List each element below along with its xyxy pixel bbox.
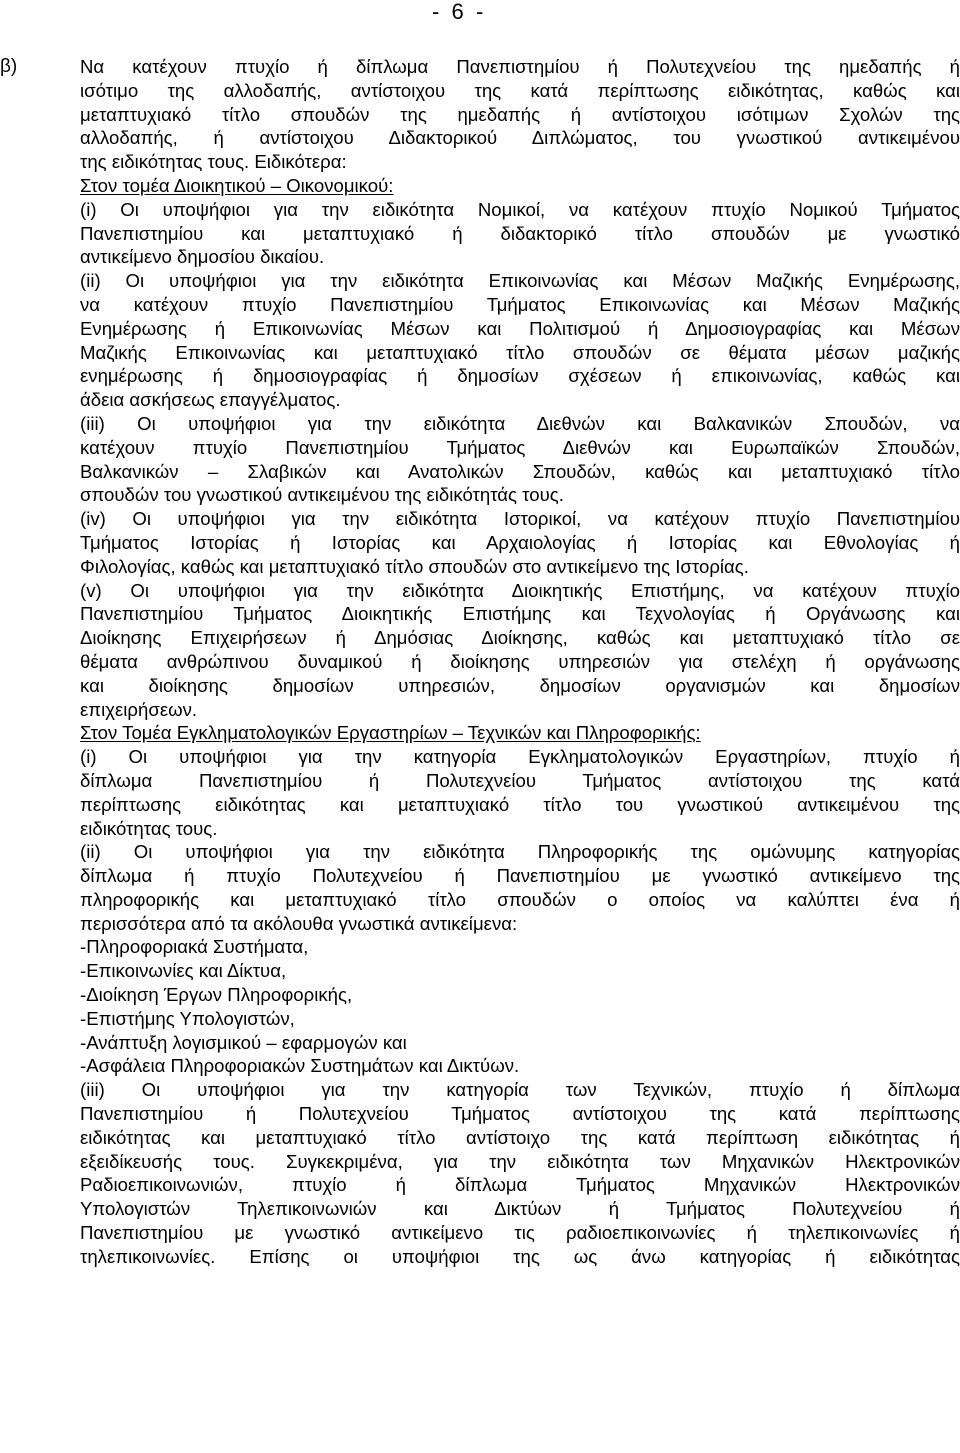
- section-heading: [80, 174, 960, 198]
- text-line: ειδικότητας και μεταπτυχιακό τίτλο αντίστοιχο της κατά περίπτωση ειδικότητας ή: [80, 1126, 960, 1148]
- text-line: Πανεπιστημίου και μεταπτυχιακό ή διδακτορικό τίτλο σπουδών με γνωστικό: [80, 222, 960, 244]
- text-line: ειδικότητας τους.: [80, 817, 218, 839]
- text-line: ισότιμο της αλλοδαπής, αντίστοιχου της κατά περίπτωσης ειδικότητας, καθώς και: [80, 79, 960, 101]
- text-line: Τμήματος Ιστορίας ή Ιστορίας και Αρχαιολογίας ή Ιστορίας και Εθνολογίας ή: [80, 531, 960, 553]
- text-line: (v) Οι υποψήφιοι για την ειδικότητα Διοικητικής Επιστήμης, να κατέχουν πτυχίο: [80, 579, 960, 601]
- section-heading: [80, 721, 960, 745]
- text-line: Ραδιοεπικοινωνιών, πτυχίο ή δίπλωμα Τμήματος Μηχανικών Ηλεκτρονικών: [80, 1174, 960, 1196]
- text-line: αντικείμενο δημοσίου δικαίου.: [80, 246, 325, 268]
- text-line: επιχειρήσεων.: [80, 698, 198, 720]
- text-line: -Διοίκηση Έργων Πληροφορικής,: [80, 984, 353, 1006]
- text-line: Διοίκησης Επιχειρήσεων ή Δημόσιας Διοίκησης, καθώς και μεταπτυχιακό τίτλο σε: [80, 627, 960, 649]
- text-line: (ii) Οι υποψήφιοι για την ειδικότητα Επικοινωνίας και Μέσων Μαζικής Ενημέρωσης,: [80, 270, 960, 292]
- text-line: Πανεπιστημίου ή Πολυτεχνείου Τμήματος αντίστοιχου της κατά περίπτωσης: [80, 1103, 960, 1125]
- text-line: άδεια ασκήσεως επαγγέλματος.: [80, 389, 341, 411]
- text-line: Βαλκανικών – Σλαβικών και Ανατολικών Σπουδών, καθώς και μεταπτυχιακό τίτλο: [80, 460, 960, 482]
- text-line: -Επικοινωνίες και Δίκτυα,: [80, 960, 287, 982]
- text-line: περισσότερα από τα ακόλουθα γνωστικά αντικείμενα:: [80, 912, 518, 934]
- text-line: Υπολογιστών Τηλεπικοινωνιών και Δικτύων ή Τμήματος Πολυτεχνείου ή: [80, 1198, 960, 1220]
- text-line: Ενημέρωσης ή Επικοινωνίας Μέσων και Πολιτισμού ή Δημοσιογραφίας και Μέσων: [80, 317, 960, 339]
- text-line: και διοίκησης δημοσίων υπηρεσιών, δημοσίων οργανισμών και δημοσίων: [80, 674, 960, 696]
- text-line: (iv) Οι υποψήφιοι για την ειδικότητα Ιστορικοί, να κατέχουν πτυχίο Πανεπιστημίου: [80, 508, 960, 530]
- text-line: δίπλωμα Πανεπιστημίου ή Πολυτεχνείου Τμήματος αντίστοιχου της κατά: [80, 769, 960, 791]
- text-line: Πανεπιστημίου με γνωστικό αντικείμενο τις ραδιοεπικοινωνίες ή τηλεπικοινωνίες ή: [80, 1222, 960, 1244]
- item-label: β): [0, 56, 18, 77]
- page-number: - 6 -: [432, 0, 484, 24]
- text-line: Μαζικής Επικοινωνίας και μεταπτυχιακό τίτλο σπουδών σε θέματα μέσων μαζικής: [80, 341, 960, 363]
- text-line: μεταπτυχιακό τίτλο σπουδών της ημεδαπής ή αντίστοιχου ισότιμων Σχολών της: [80, 103, 960, 125]
- text-line: κατέχουν πτυχίο Πανεπιστημίου Τμήματος Διεθνών και Ευρωπαϊκών Σπουδών,: [80, 436, 960, 458]
- text-line: δίπλωμα ή πτυχίο Πολυτεχνείου ή Πανεπιστημίου με γνωστικό αντικείμενο της: [80, 865, 960, 887]
- text-line: ενημέρωσης ή δημοσιογραφίας ή δημοσίων σχέσεων ή επικοινωνίας, καθώς και: [80, 365, 960, 387]
- text-line: -Ανάπτυξη λογισμικού – εφαρμογών και: [80, 1031, 407, 1053]
- section-heading-text: Στον τομέα Διοικητικού – Οικονομικού:: [80, 174, 394, 196]
- text-line: εξειδίκευσής τους. Συγκεκριμένα, για την ειδικότητα των Μηχανικών Ηλεκτρονικών: [80, 1150, 960, 1172]
- text-line: τηλεπικοινωνίες. Επίσης οι υποψήφιοι της ως άνω κατηγορίας ή ειδικότητας: [80, 1245, 960, 1267]
- text-line: Φιλολογίας, καθώς και μεταπτυχιακό τίτλο σπουδών στο αντικείμενο της Ιστορίας.: [80, 555, 749, 577]
- text-line: (iii) Οι υποψήφιοι για την ειδικότητα Διεθνών και Βαλκανικών Σπουδών, να: [80, 412, 960, 434]
- text-line: Να κατέχουν πτυχίο ή δίπλωμα Πανεπιστημίου ή Πολυτεχνείου της ημεδαπής ή: [80, 56, 960, 77]
- text-line: αλλοδαπής, ή αντίστοιχου Διδακτορικού Διπλώματος, του γνωστικού αντικειμένου: [80, 127, 960, 149]
- text-line: (i) Οι υποψήφιοι για την κατηγορία Εγκληματολογικών Εργαστηρίων, πτυχίο ή: [80, 746, 960, 768]
- text-line: περίπτωσης ειδικότητας και μεταπτυχιακό τίτλο του γνωστικού αντικειμένου της: [80, 793, 960, 815]
- text-line: -Επιστήμης Υπολογιστών,: [80, 1007, 295, 1029]
- text-line: να κατέχουν πτυχίο Πανεπιστημίου Τμήματος Επικοινωνίας και Μέσων Μαζικής: [80, 293, 960, 315]
- text-line: (ii) Οι υποψήφιοι για την ειδικότητα Πληροφορικής της ομώνυμης κατηγορίας: [80, 841, 960, 863]
- text-line: (iii) Οι υποψήφιοι για την κατηγορία των Τεχνικών, πτυχίο ή δίπλωμα: [80, 1079, 960, 1101]
- section-heading-text: Στον Τομέα Εγκληματολογικών Εργαστηρίων – Τεχνικών και Πληροφορικής:: [80, 722, 701, 744]
- text-line: πληροφορικής και μεταπτυχιακό τίτλο σπουδών ο οποίος να καλύπτει ένα ή: [80, 888, 960, 910]
- text-line: θέματα ανθρώπινου δυναμικού ή διοίκησης υπηρεσιών για στελέχη ή οργάνωσης: [80, 650, 960, 672]
- text-line: -Πληροφοριακά Συστήματα,: [80, 936, 309, 958]
- text-line: της ειδικότητας τους. Ειδικότερα:: [80, 151, 347, 173]
- text-line: (i) Οι υποψήφιοι για την ειδικότητα Νομικοί, να κατέχουν πτυχίο Νομικού Τμήματος: [80, 198, 960, 220]
- text-line: -Ασφάλεια Πληροφοριακών Συστημάτων και Δικτύων.: [80, 1055, 520, 1077]
- text-line: σπουδών του γνωστικού αντικειμένου της ειδικότητάς τους.: [80, 484, 564, 506]
- text-line: Πανεπιστημίου Τμήματος Διοικητικής Επιστήμης και Τεχνολογίας ή Οργάνωσης και: [80, 603, 960, 625]
- document-body: [80, 55, 960, 1269]
